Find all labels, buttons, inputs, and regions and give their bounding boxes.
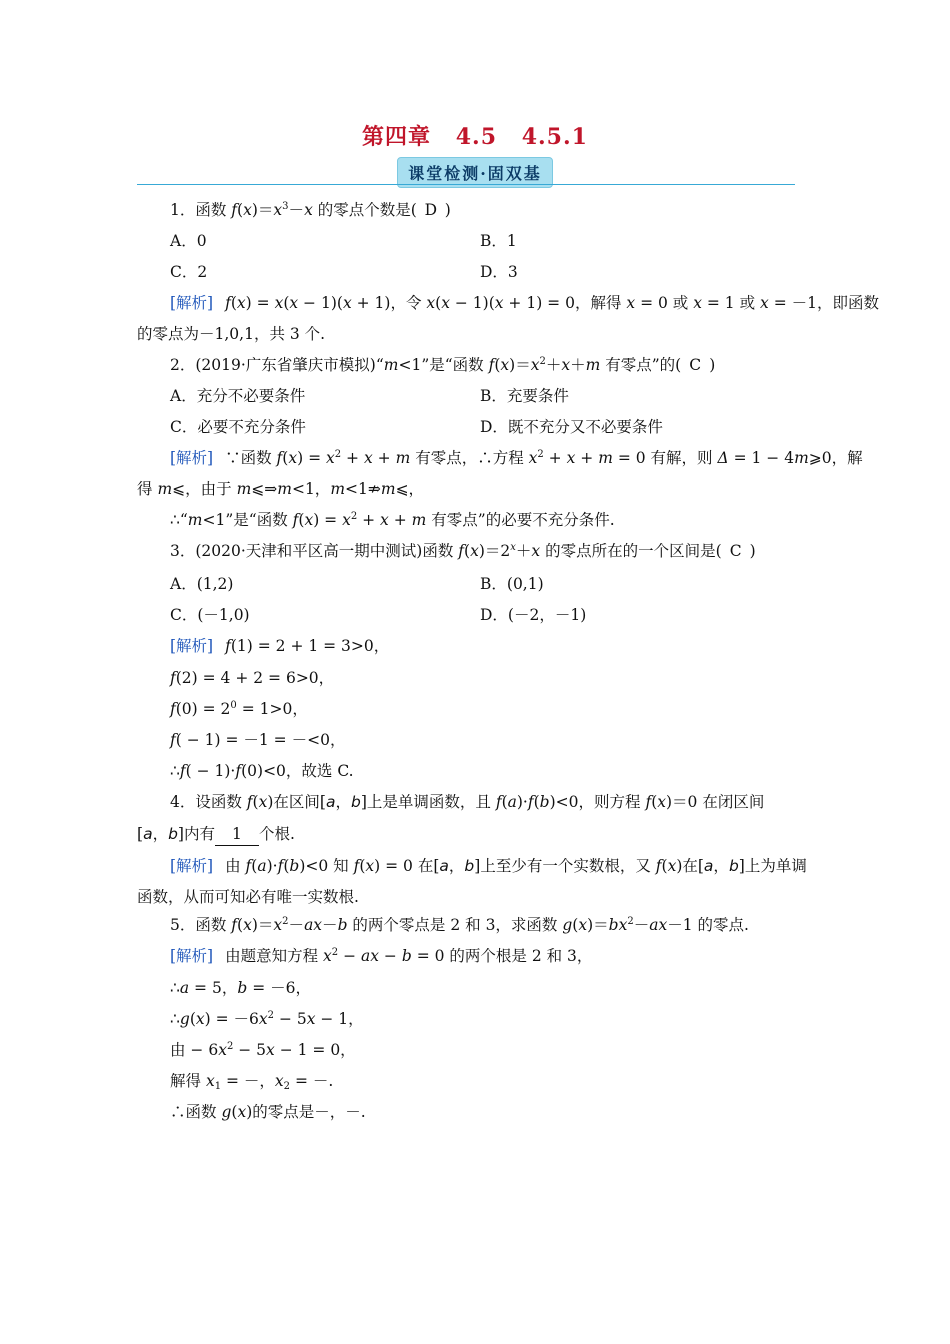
chapter: 第四章 — [362, 124, 432, 150]
q2-option-c: C．必要不充分条件 — [170, 418, 306, 436]
section: 4.5 — [455, 124, 498, 150]
q3-solution-line-4: f( − 1) = －1 = －<0， — [170, 731, 346, 749]
q1-solution-line-2: 的零点为－1,0,1，共 3 个. — [137, 325, 326, 343]
q2-option-a: A．充分不必要条件 — [170, 387, 306, 405]
q4-stem-line-2: [a，b]内有 1 个根. — [137, 823, 813, 846]
q5-solution-line-4: 由 − $6x^2 - 5x - 1 = 0$， — [170, 1041, 356, 1059]
q4-solution-line-1: [解析] 由 f(a)·f(b)<0 知 f(x) = 0 在[a，b]上至少有一个实数根，又 f(x)在[a，b]上为单调 — [170, 857, 807, 875]
q3-solution-line-5: ∴f( − 1)·f(0)<0，故选 C. — [170, 762, 354, 780]
q4-stem-line-1: 4．设函数 f(x)在区间[a，b]上是单调函数，且 f(a)·f(b)<0，则方程 f(x)＝0 在闭区间 — [170, 793, 765, 811]
q5-stem: 5．函数 $f(x)=x^2-ax-b$ 的两个零点是 2 和 3，求函数 $g(x)=bx^2-ax-1$ 的零点. — [170, 916, 749, 934]
q3-solution-line-2: f(2) = 4 + 2 = 6>0， — [170, 669, 335, 687]
q3-solution-line-3: $f(0) = 2^0 = 1>0$， — [170, 700, 308, 718]
subsection: 4.5.1 — [521, 124, 588, 150]
q3-option-a: A．(1,2) — [170, 575, 234, 593]
q1-option-b: B．1 — [480, 232, 517, 250]
q3-option-d: D．(－2，－1) — [480, 606, 587, 624]
q4-answer-blank: 1 — [215, 823, 259, 846]
section-badge: 课堂检测·固双基 — [397, 157, 553, 188]
q2-solution-line-2: 得 m⩽，由于 m⩽⇒m<1，m<1⇏m⩽， — [137, 480, 425, 498]
q3-stem: 3．(2020·天津和平区高一期中测试)函数 $f(x)=2^x+x$ 的零点所在的一个区间是( C ) — [170, 542, 756, 560]
q3-option-c: C．(－1,0) — [170, 606, 250, 624]
q2-solution-line-3: ∴“m<1”是“函数 $f(x) = x^2 + x + m$ 有零点”的必要不充分条件. — [170, 511, 615, 529]
q5-solution-line-6: ∴函数 g(x)的零点是－，－. — [170, 1103, 366, 1121]
q2-option-b: B．充要条件 — [480, 387, 569, 405]
q1-stem: 1．函数 $f(x)=x^3-x$ 的零点个数是( D ) — [170, 201, 451, 219]
q3-solution-line-1: [解析] f(1) = 2 + 1 = 3>0， — [170, 637, 390, 655]
q2-option-d: D．既不充分又不必要条件 — [480, 418, 663, 436]
q1-option-a: A．0 — [170, 232, 207, 250]
q5-solution-line-3: ∴g(x) = $-6x^2 - 5x - 1$， — [170, 1010, 364, 1028]
q3-option-b: B．(0,1) — [480, 575, 544, 593]
q2-solution-line-1: [解析] ∵函数 $f(x) = x^2 + x + m$ 有零点，∴方程 $x^2 + x + m = 0$ 有解，则 Δ = 1 − 4m⩾0，解 — [170, 449, 863, 467]
header-rule — [137, 184, 795, 185]
q2-stem: 2．(2019·广东省肇庆市模拟)“m<1”是“函数 $f(x)=x^2+x+m$ 有零点”的( C ) — [170, 356, 716, 374]
q5-solution-line-5: 解得 $x_1$ = －，$x_2$ = －. — [170, 1072, 334, 1092]
chapter-title — [0, 120, 950, 151]
q1-option-d: D．3 — [480, 263, 518, 281]
q5-solution-line-2: ∴a = 5，b = －6， — [170, 979, 311, 997]
q1-solution-line-1: [解析] f(x) = x(x − 1)(x + 1)，令 x(x − 1)(x + 1) = 0，解得 x = 0 或 x = 1 或 x = －1，即函数 — [170, 294, 879, 312]
q5-solution-line-1: [解析] 由题意知方程 $x^2$ − ax − b = 0 的两个根是 2 和 3， — [170, 947, 593, 965]
q1-option-c: C．2 — [170, 263, 208, 281]
q4-solution-line-2: 函数，从而可知必有唯一实数根. — [137, 888, 359, 906]
